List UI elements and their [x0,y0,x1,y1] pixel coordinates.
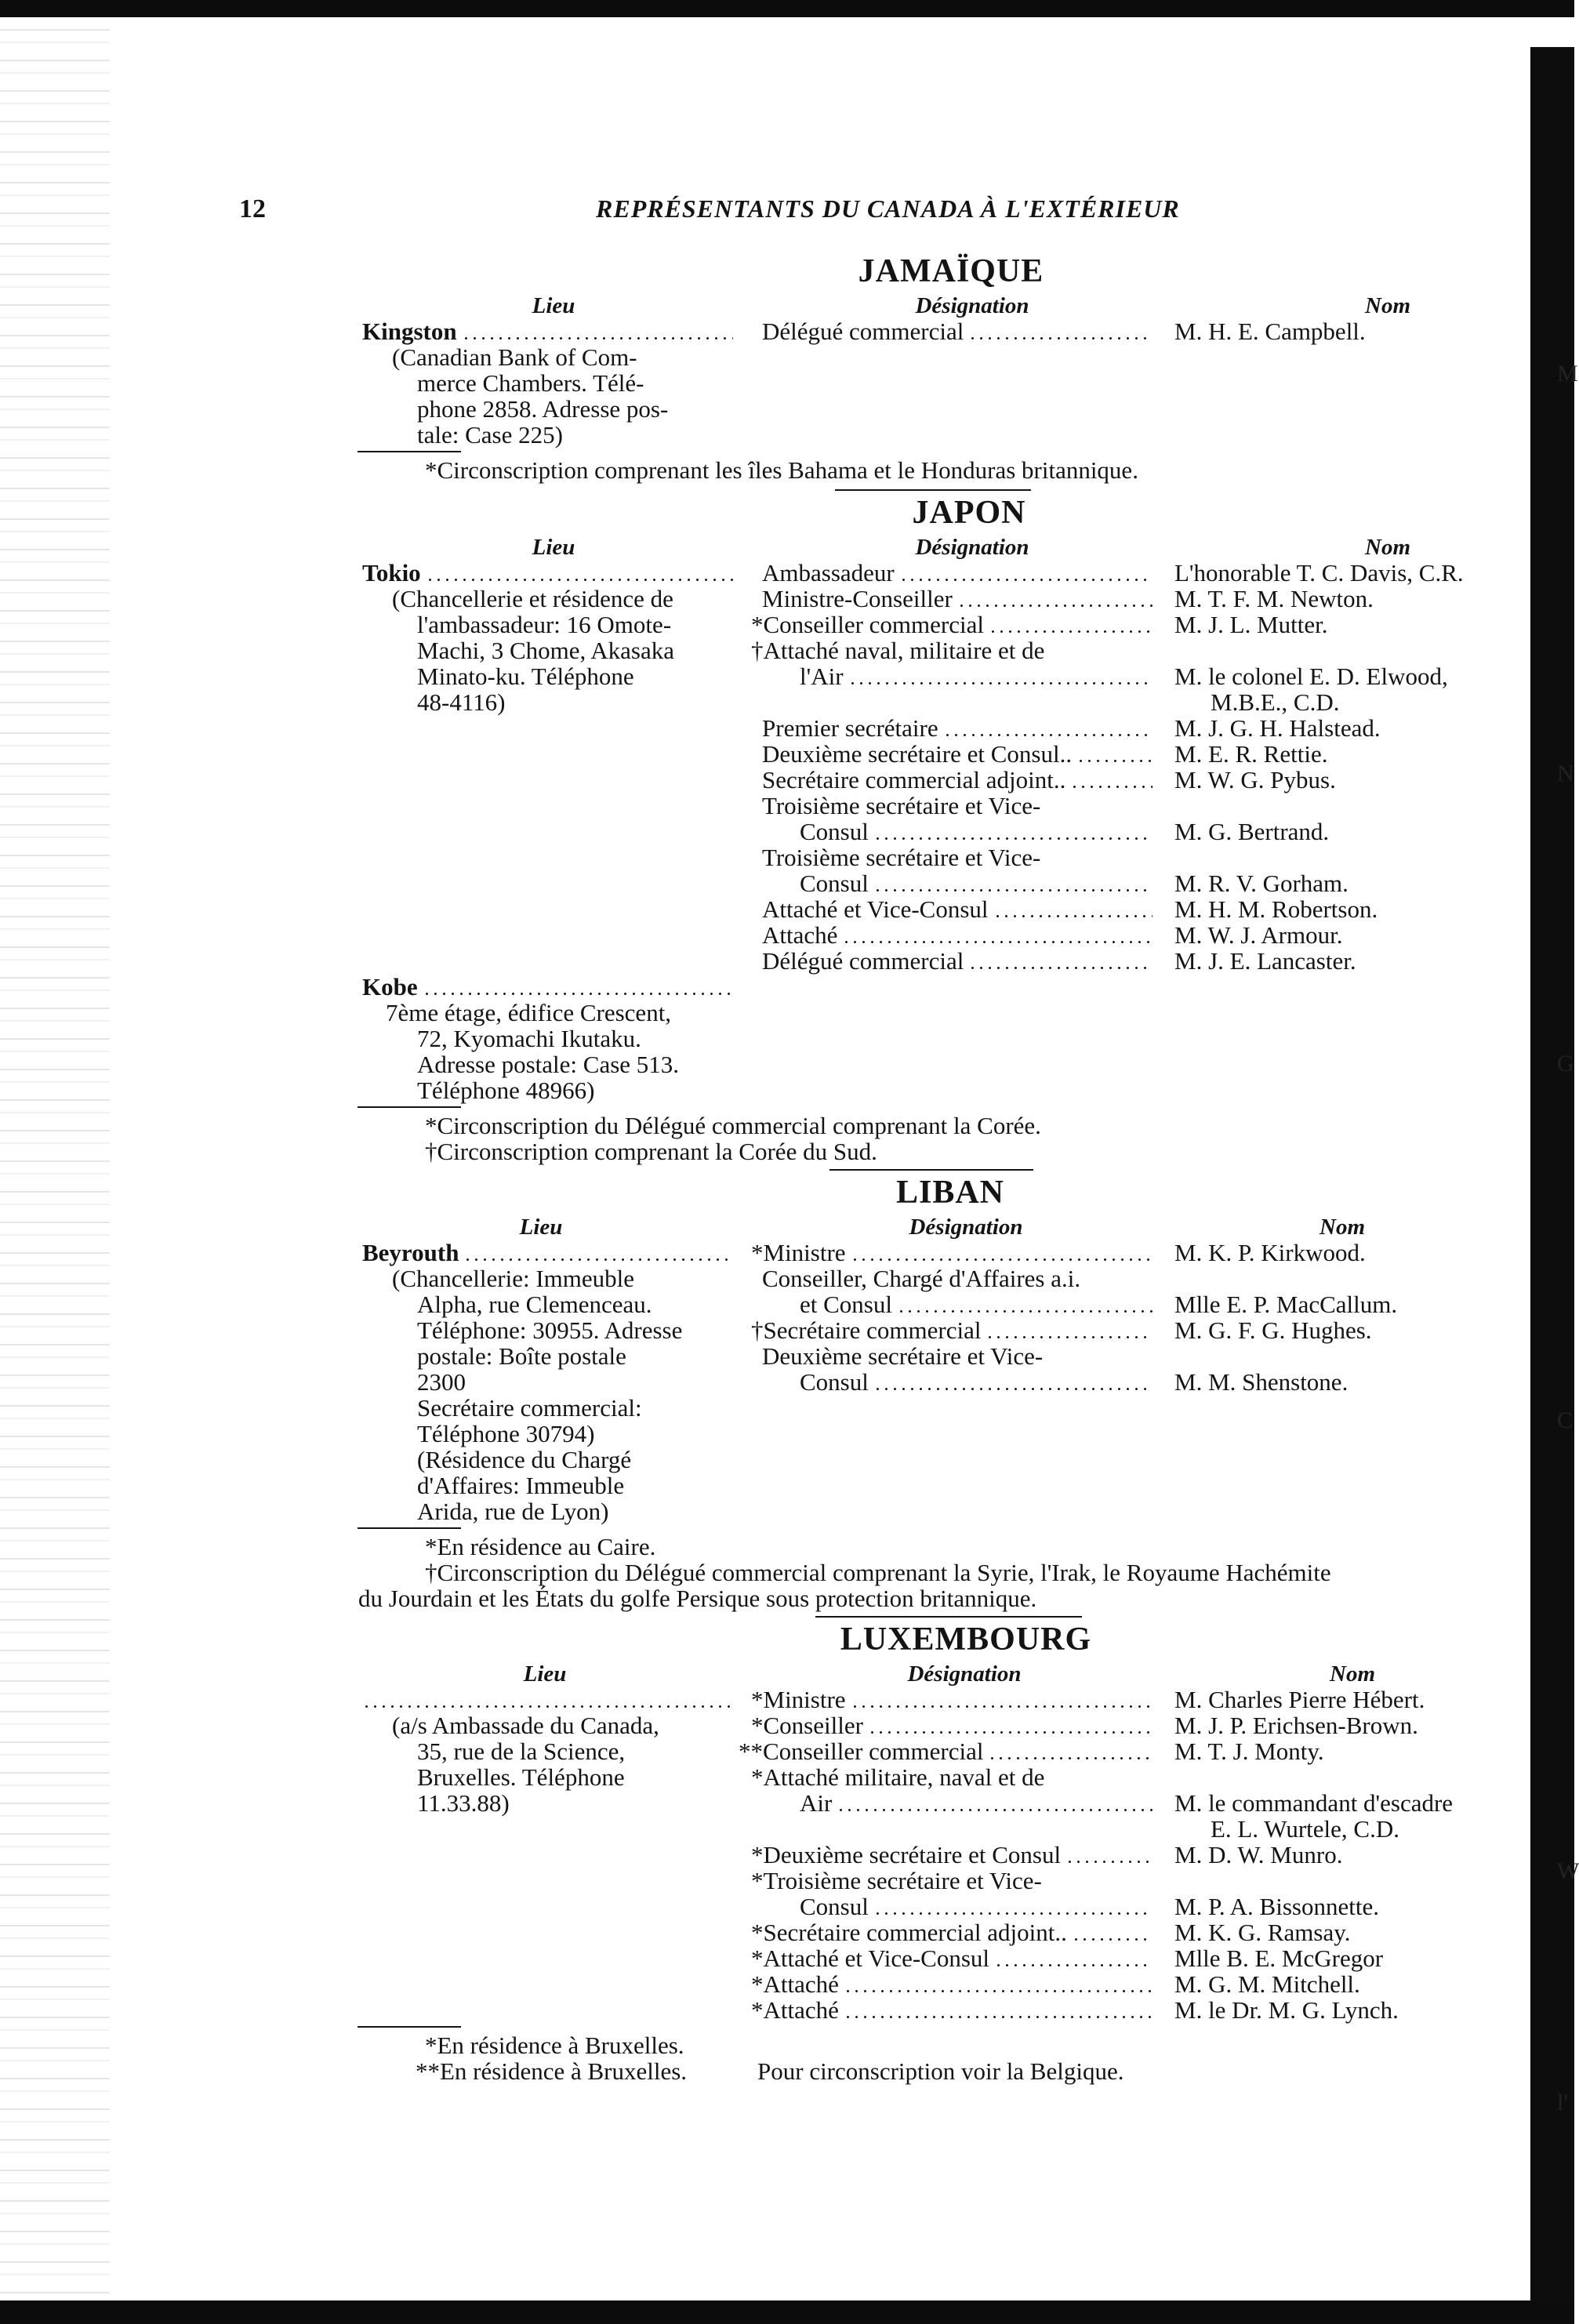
column-header-nom: Nom [1319,1215,1365,1240]
designation: *Ministre [751,1686,846,1713]
dot-leader [844,1990,1152,1992]
address-line: Téléphone 30794) [417,1420,595,1447]
dot-leader [426,579,733,581]
nom: Mlle B. E. McGregor [1174,1945,1384,1972]
nom: M. J. E. Lancaster. [1174,947,1356,975]
designation: *Attaché [751,1970,839,1998]
dot-leader [873,1912,1152,1915]
address-line: Bruxelles. Téléphone [417,1763,625,1791]
place-name: Kingston [362,318,457,345]
footnote: **En résidence à Bruxelles. [416,2057,688,2085]
scan-border-top [0,0,1574,17]
dot-leader [844,2016,1152,2018]
designation: *Deuxième secrétaire et Consul [751,1841,1062,1868]
address-line: 72, Kyomachi Ikutaku. [417,1025,641,1052]
designation: l'Air [800,663,844,690]
nom: M. D. W. Munro. [1174,1841,1343,1868]
dot-leader [837,1809,1152,1811]
footnote: †Circonscription comprenant la Corée du Sud. [425,1138,877,1165]
designation: Consul [800,818,869,845]
column-header-designation: Désignation [915,293,1029,318]
scan-border-bottom [0,2300,1574,2324]
dot-leader [851,1258,1152,1261]
dot-leader [423,993,733,995]
rule [358,1106,461,1108]
column-header-nom: Nom [1365,535,1410,560]
footnote: †Circonscription du Délégué commercial comprenant la Syrie, l'Irak, le Royaume Hachémite [425,1559,1331,1586]
designation: *Attaché militaire, naval et de [751,1763,1045,1791]
designation: Secrétaire commercial adjoint.. [762,766,1066,793]
dot-leader [851,1705,1152,1708]
designation: †Attaché naval, militaire et de [751,637,1045,664]
address-line: d'Affaires: Immeuble [417,1472,625,1499]
address-line: 7ème étage, édifice Crescent, [386,999,672,1026]
column-header-lieu: Lieu [532,535,575,560]
designation: Consul [800,1893,869,1920]
country-heading: LIBAN [895,1175,1005,1211]
address-line: Arida, rue de Lyon) [417,1498,609,1525]
dot-leader [943,734,1152,736]
dot-leader [957,605,1152,607]
designation: †Secrétaire commercial [751,1316,982,1344]
column-header-lieu: Lieu [519,1215,563,1240]
dot-leader [968,967,1152,969]
designation: Conseiller, Chargé d'Affaires a.i. [762,1265,1081,1292]
footnote: Pour circonscription voir la Belgique. [757,2057,1124,2085]
address-line: Minato-ku. Téléphone [417,663,634,690]
address-line: 2300 [417,1368,466,1396]
designation: *Conseiller [751,1712,863,1739]
nom: M. K. G. Ramsay. [1174,1919,1351,1946]
margin-fragment: G [1557,1051,1574,1077]
dot-leader [899,579,1152,581]
column-header-lieu: Lieu [532,293,575,318]
nom: M. M. Shenstone. [1174,1368,1349,1396]
margin-fragment: C [1557,1407,1574,1433]
nom: Mlle E. P. MacCallum. [1174,1291,1398,1318]
designation: *Secrétaire commercial adjoint.. [751,1919,1067,1946]
dot-leader [873,889,1152,891]
designation: Délégué commercial [762,318,964,345]
designation: *Troisième secrétaire et Vice- [751,1867,1042,1894]
footnote: *Circonscription comprenant les îles Bahama et le Honduras britannique. [425,456,1138,484]
designation: Ambassadeur [762,559,895,586]
address-line: Alpha, rue Clemenceau. [417,1291,652,1318]
running-head: REPRÉSENTANTS DU CANADA À L'EXTÉRIEUR [596,194,1180,223]
designation: et Consul [800,1291,892,1318]
dot-leader [1072,1938,1152,1941]
designation: *Ministre [751,1239,846,1266]
dot-leader [868,1731,1152,1734]
address-line: 35, rue de la Science, [417,1738,626,1765]
margin-fragment: W [1557,1858,1579,1884]
column-header-designation: Désignation [915,535,1029,560]
designation: Consul [800,1368,869,1396]
designation: *Conseiller commercial [751,611,984,638]
dot-leader [988,1757,1152,1759]
address-line: merce Chambers. Télé- [417,369,644,397]
address-line: Adresse postale: Case 513. [417,1051,680,1078]
margin-fragment: M [1557,361,1578,387]
nom: M. H. M. Robertson. [1174,895,1378,923]
nom: M. le colonel E. D. Elwood, [1174,663,1448,690]
dot-leader [1076,760,1152,762]
designation: *Attaché [751,1996,839,2024]
dot-leader [968,337,1152,340]
nom: M. G. M. Mitchell. [1174,1970,1360,1998]
place-name: Beyrouth [362,1239,459,1266]
designation: Air [800,1789,833,1817]
dot-leader [362,1705,733,1708]
country-heading: JAMAÏQUE [858,253,1044,289]
footnote: *En résidence au Caire. [425,1533,656,1560]
address-line: (a/s Ambassade du Canada, [392,1712,659,1739]
dot-leader [463,1258,733,1261]
column-header-nom: Nom [1365,293,1410,318]
address-line: (Chancellerie et résidence de [392,585,673,612]
nom: M. E. R. Rettie. [1174,740,1328,768]
margin-fragment: N [1557,761,1574,786]
place-name: Tokio [362,559,421,586]
address-line: phone 2858. Adresse pos- [417,395,669,423]
designation: Troisième secrétaire et Vice- [762,844,1041,871]
designation: Consul [800,870,869,897]
designation: Troisième secrétaire et Vice- [762,792,1041,819]
nom: M. le Dr. M. G. Lynch. [1174,1996,1399,2024]
nom: M. J. P. Erichsen-Brown. [1174,1712,1418,1739]
dot-leader [1070,786,1152,788]
dot-leader [873,837,1152,840]
rule [815,1616,1082,1618]
address-line: Secrétaire commercial: [417,1394,642,1422]
nom: M. W. J. Armour. [1174,921,1343,949]
dot-leader [989,630,1152,633]
scan-shadow-left [0,0,110,2324]
footnote: *En résidence à Bruxelles. [425,2032,684,2059]
designation: Ministre-Conseiller [762,585,953,612]
dot-leader [842,941,1152,943]
nom: M.B.E., C.D. [1211,688,1340,716]
column-header-designation: Désignation [907,1661,1022,1687]
footnote: *Circonscription du Délégué commercial comprenant la Corée. [425,1112,1041,1139]
designation: **Conseiller commercial [739,1738,984,1765]
nom: M. J. L. Mutter. [1174,611,1328,638]
column-header-lieu: Lieu [523,1661,567,1687]
dot-leader [462,337,733,340]
designation: Deuxième secrétaire et Consul.. [762,740,1073,768]
address-line: (Résidence du Chargé [417,1446,632,1473]
nom: M. G. F. G. Hughes. [1174,1316,1372,1344]
address-line: l'ambassadeur: 16 Omote- [417,611,672,638]
nom: M. J. G. H. Halstead. [1174,714,1381,742]
designation: Attaché et Vice-Consul [762,895,989,923]
nom: M. W. G. Pybus. [1174,766,1336,793]
nom: M. T. J. Monty. [1174,1738,1324,1765]
address-line: (Canadian Bank of Com- [392,343,637,371]
address-line: postale: Boîte postale [417,1342,626,1370]
column-header-designation: Désignation [909,1215,1023,1240]
footnote: du Jourdain et les États du golfe Persique sous protection britannique. [358,1585,1037,1612]
designation: Premier secrétaire [762,714,938,742]
designation: Deuxième secrétaire et Vice- [762,1342,1044,1370]
address-line: 11.33.88) [417,1789,510,1817]
nom: M. le commandant d'escadre [1174,1789,1454,1817]
nom: E. L. Wurtele, C.D. [1211,1815,1399,1843]
nom: L'honorable T. C. Davis, C.R. [1174,559,1464,586]
page-number: 12 [239,194,266,223]
dot-leader [897,1310,1152,1313]
scan-border-right [1530,47,1574,2324]
dot-leader [993,915,1152,917]
rule [835,489,1031,491]
rule [358,451,461,452]
address-line: (Chancellerie: Immeuble [392,1265,635,1292]
rule [358,2026,461,2028]
place-name: Kobe [362,973,418,1000]
nom: M. Charles Pierre Hébert. [1174,1686,1425,1713]
rule [829,1169,1033,1171]
dot-leader [1065,1861,1152,1863]
dot-leader [994,1964,1152,1966]
nom: M. P. A. Bissonnette. [1174,1893,1379,1920]
address-line: Téléphone: 30955. Adresse [417,1316,683,1344]
dot-leader [848,682,1152,684]
designation: Délégué commercial [762,947,964,975]
country-heading: JAPON [912,495,1026,531]
rule [358,1527,461,1529]
address-line: 48-4116) [417,688,506,716]
country-heading: LUXEMBOURG [840,1621,1092,1658]
nom: M. G. Bertrand. [1174,818,1330,845]
address-line: Machi, 3 Chome, Akasaka [417,637,675,664]
designation: Attaché [762,921,838,949]
nom: M. H. E. Campbell. [1174,318,1366,345]
margin-fragment: l' [1557,2090,1568,2115]
address-line: tale: Case 225) [417,421,563,448]
dot-leader [873,1388,1152,1390]
designation: *Attaché et Vice-Consul [751,1945,990,1972]
column-header-nom: Nom [1330,1661,1375,1687]
nom: M. R. V. Gorham. [1174,870,1349,897]
dot-leader [986,1336,1152,1338]
address-line: Téléphone 48966) [417,1077,595,1104]
nom: M. T. F. M. Newton. [1174,585,1374,612]
nom: M. K. P. Kirkwood. [1174,1239,1366,1266]
